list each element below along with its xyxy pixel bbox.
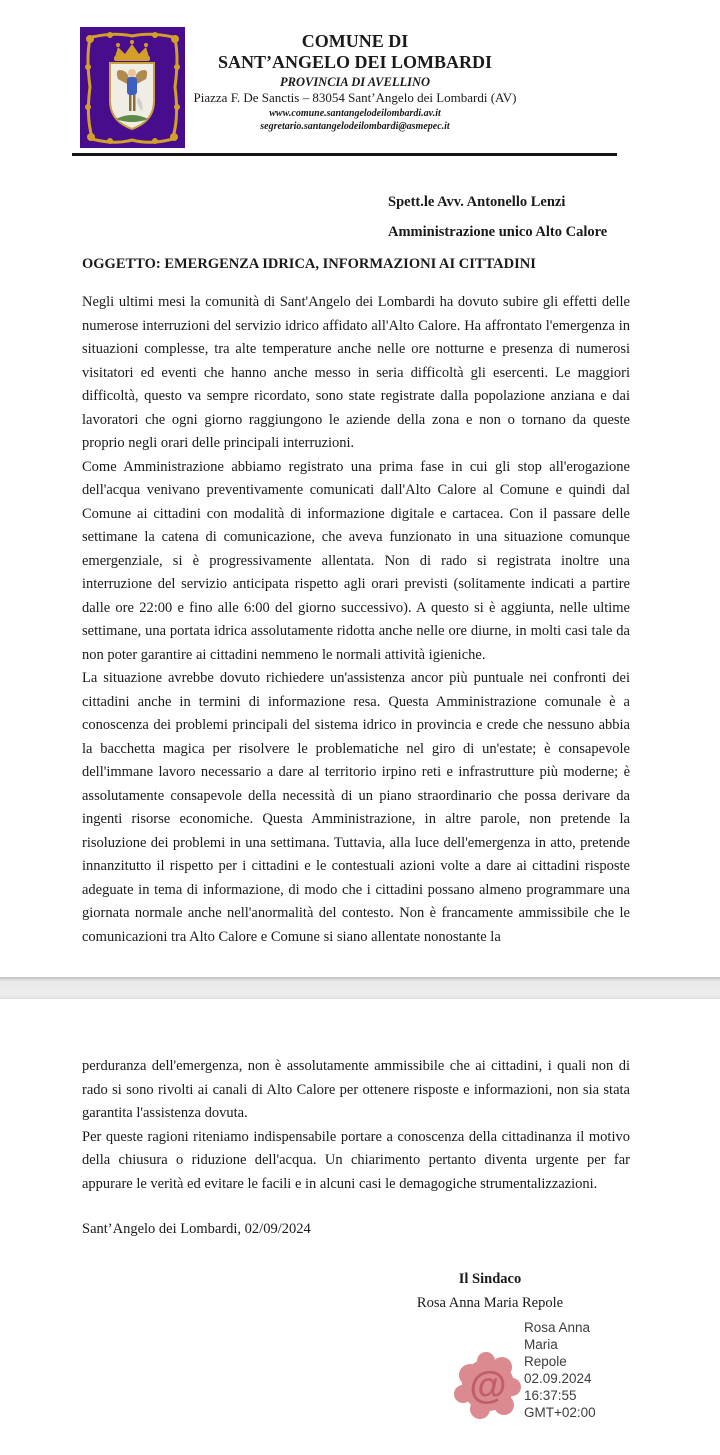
body-paragraph: perduranza dell'emergenza, non è assolutamente ammissibile che ai cittadini, i quali non di rado si sono rivolti ai canali di Alto Calore per ottenere risposte e informazioni, non sia stata garantita l'assistenza dovuta. xyxy=(82,1058,630,1121)
org-name-line1: COMUNE DI xyxy=(301,31,409,51)
signer-name: Rosa Anna Maria Repole xyxy=(416,1295,564,1311)
stamp-name-line2: Maria xyxy=(524,1337,558,1352)
stamp-date: 02.09.2024 xyxy=(524,1371,592,1386)
address-line: Piazza F. De Sanctis – 83054 Sant’Angelo dei Lombardi (AV) xyxy=(193,90,517,105)
stamp-time: 16:37:55 xyxy=(524,1388,577,1403)
body-paragraph: Negli ultimi mesi la comunità di Sant'Angelo dei Lombardi ha dovuto subire gli effetti delle numerose interruzioni del servizio idrico affidato all'Alto Calore. Ha affrontato l'emergenza in situazioni complesse, tra alte temperature anche nelle ore notturne e presenza di numerosi visitatori ed eventi che hanno anche messo in seria difficoltà gli esercenti. Le maggiori difficoltà, questo va sempre ricordato, sono state registrate dalla popolazione anziana e dai lavoratori che ogni giorno raggiungono le aziende della zona e non o tornano da queste proprio negli orari delle principali interruzioni. xyxy=(82,294,630,451)
subject-line: OGGETTO: EMERGENZA IDRICA, INFORMAZIONI AI CITTADINI xyxy=(82,256,536,272)
recipient-block xyxy=(388,187,607,247)
letter-body-page2 xyxy=(82,1055,630,1196)
signature-block xyxy=(390,1267,590,1315)
letterhead xyxy=(75,31,635,133)
header-divider-rule xyxy=(72,153,617,156)
page-2 xyxy=(0,999,720,1455)
place-date-line: Sant’Angelo dei Lombardi, 02/09/2024 xyxy=(82,1221,311,1237)
digital-signature-stamp xyxy=(524,1319,596,1421)
body-paragraph: Come Amministrazione abbiamo registrato una prima fase in cui gli stop all'erogazione dell'acqua venivano preventivamente comunicati dall'Alto Calore al Comune e quindi dal Comune ai cittadini con modalità di informazione digitale e cartacea. Con il passare delle settimane la catena di comunicazione, che aveva funzionato in una situazione comunque emergenziale, si è progressivamente allentata. Non di rado si registrata inoltre una interruzione del servizio anticipata rispetto agli orari previsti (solitamente indicati a partire dalle ore 22:00 e fino alle 6:00 del giorno successivo). A questo si è aggiunta, nelle ultime settimane, una portata idrica assolutamente ridotta anche nelle ore diurne, in molti casi tale da non poter garantire ai cittadini nemmeno le normali attività igieniche. xyxy=(82,458,630,663)
recipient-line2: Amministrazione unico Alto Calore xyxy=(388,224,608,240)
stamp-timezone: GMT+02:00 xyxy=(524,1405,596,1420)
province-line: PROVINCIA DI AVELLINO xyxy=(279,75,431,89)
stamp-name-line3: Repole xyxy=(524,1354,567,1369)
website-line: www.comune.santangelodeilombardi.av.it xyxy=(269,108,441,119)
pec-email-line: segretario.santangelodeilombardi@asmepec.it xyxy=(260,120,450,132)
stamp-name-line1: Rosa Anna xyxy=(524,1320,591,1335)
org-name-line2: SANT’ANGELO DEI LOMBARDI xyxy=(217,52,493,72)
signer-title: Il Sindaco xyxy=(458,1271,522,1287)
at-sign-wax-seal-icon xyxy=(450,1349,526,1421)
letter-body-page1 xyxy=(82,291,630,949)
body-paragraph: Per queste ragioni riteniamo indispensabile portare a conoscenza della cittadinanza il motivo della chiusura o riduzione dell'acqua. Un chiarimento pertanto diventa urgente per far appurare le verità ed evitare le facili e in alcuni casi le demagogiche strumentalizzazioni. xyxy=(82,1128,630,1192)
page-gap xyxy=(0,977,720,999)
seal-at-glyph: @ xyxy=(469,1365,507,1407)
recipient-line1: Spett.le Avv. Antonello Lenzi xyxy=(388,194,566,210)
body-paragraph: La situazione avrebbe dovuto richiedere un'assistenza ancor più puntuale nei confronti dei cittadini anche in termini di informazione resa. Questa Amministrazione comunale è a conoscenza dei problemi principali del sistema idrico in provincia e crede che nessuno abbia la bacchetta magica per risolvere le problematiche nel giro di un'estate; è consapevole dell'immane lavoro necessario a dare al territorio irpino reti e infrastrutture più moderne; è assolutamente consapevole della necessità di un piano straordinario che possa derivare da ingenti risorse economiche. Questa Amministrazione, in altre parole, non pretende la risoluzione dei problemi in una settimana. Tuttavia, alla luce dell'emergenza in atto, pretende innanzitutto il rispetto per i cittadini e le contestuali azioni volte a dare ai cittadini risposte adeguate in tema di informazione, di modo che i cittadini possano almeno programmare una giornata normale anche nell'anormalità del contesto. Non è francamente ammissibile che le comunicazioni tra Alto Calore e Comune si siano allentate nonostante la xyxy=(82,670,630,945)
